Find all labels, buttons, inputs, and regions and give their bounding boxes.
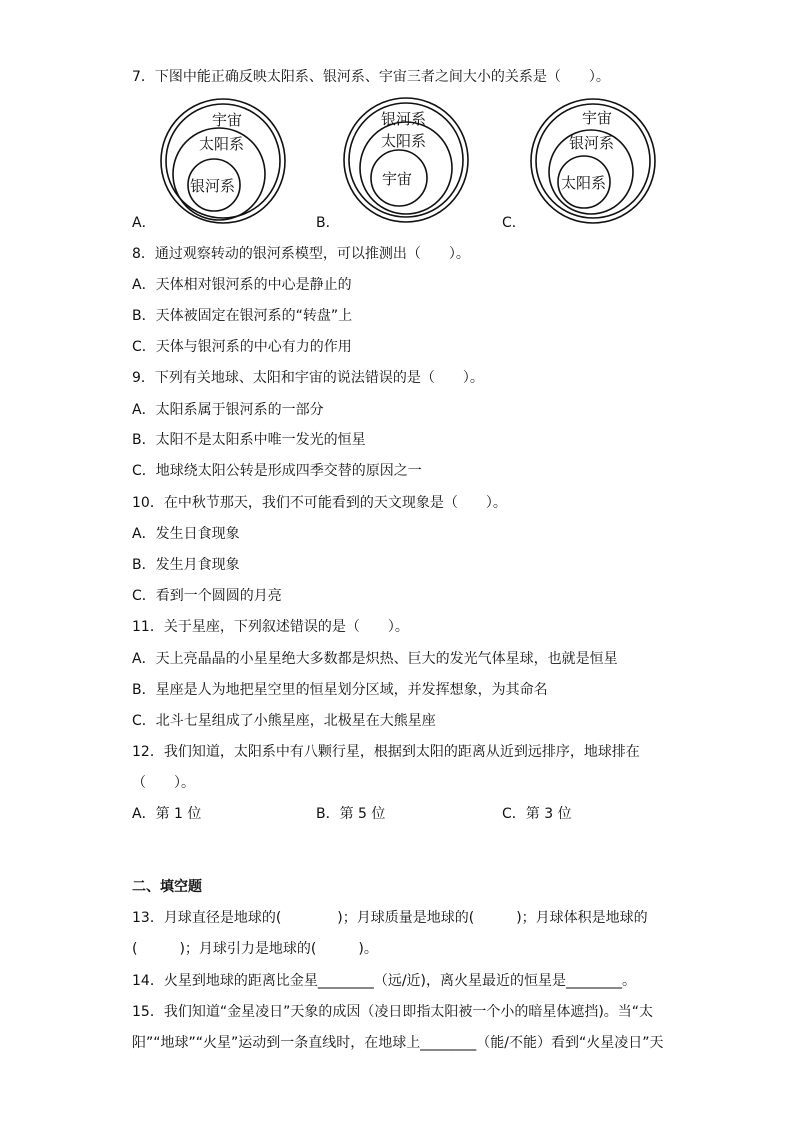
q10-option-b: B．发生月食现象 xyxy=(132,557,240,573)
q7-option-b-letter: B． xyxy=(316,215,340,231)
q7-figure-c xyxy=(529,96,657,228)
q11-stem: 11．关于星座，下列叙述错误的是（ ）。 xyxy=(132,619,409,635)
q7-b-inner-label: 宇宙 xyxy=(382,170,413,188)
section-title-fill-blank: 二、填空题 xyxy=(132,879,202,895)
q10-option-a: A．发生日食现象 xyxy=(132,526,240,542)
q13-line2: ( )；月球引力是地球的( )。 xyxy=(132,941,378,957)
q7-b-middle-label: 太阳系 xyxy=(381,132,427,150)
q13-line1: 13．月球直径是地球的( )；月球质量是地球的( )；月球体积是地球的 xyxy=(132,910,648,926)
q8-option-b: B．天体被固定在银河系的“转盘”上 xyxy=(132,308,353,324)
q7-c-outer-label: 宇宙 xyxy=(582,109,613,127)
q12-option-c: C．第 3 位 xyxy=(502,806,572,822)
q12-stem-line1: 12．我们知道，太阳系中有八颗行星，根据到太阳的距离从近到远排序，地球排在 xyxy=(132,744,640,760)
q12-option-a: A．第 1 位 xyxy=(132,806,202,822)
q7-figure-a xyxy=(158,98,294,228)
q15-line1: 15．我们知道“金星凌日”天象的成因（凌日即指太阳被一个小的暗星体遮挡)。当“太 xyxy=(132,1004,654,1020)
q7-option-a-letter: A． xyxy=(132,215,156,231)
q9-stem: 9．下列有关地球、太阳和宇宙的说法错误的是（ ）。 xyxy=(132,370,484,386)
q7-stem: 7．下图中能正确反映太阳系、银河系、宇宙三者之间大小的关系是（ ）。 xyxy=(132,69,610,85)
q8-option-c: C．天体与银河系的中心有力的作用 xyxy=(132,339,352,355)
q11-option-a: A．天上亮晶晶的小星星绝大多数都是炽热、巨大的发光气体星球，也就是恒星 xyxy=(132,651,618,667)
q10-option-c: C．看到一个圆圆的月亮 xyxy=(132,588,282,604)
q7-a-middle-label: 太阳系 xyxy=(199,135,245,153)
q8-option-a: A．天体相对银河系的中心是静止的 xyxy=(132,277,352,293)
q11-option-c: C．北斗七星组成了小熊星座，北极星在大熊星座 xyxy=(132,713,436,729)
q10-stem: 10．在中秋节那天，我们不可能看到的天文现象是（ ）。 xyxy=(132,495,507,511)
q7-c-inner-label: 太阳系 xyxy=(561,174,607,192)
q9-option-a: A．太阳系属于银河系的一部分 xyxy=(132,402,324,418)
q7-option-c-letter: C． xyxy=(502,215,526,231)
q15-line2: 阳”“地球”“火星”运动到一条直线时，在地球上________（能/不能）看到“火星凌日”天 xyxy=(132,1035,664,1051)
q14-line1: 14．火星到地球的距离比金星________（远/近)，离火星最近的恒星是________。 xyxy=(132,973,636,989)
q7-a-outer-label: 宇宙 xyxy=(212,111,243,129)
q9-option-b: B．太阳不是太阳系中唯一发光的恒星 xyxy=(132,432,366,448)
q7-b-outer-label: 银河系 xyxy=(381,110,427,128)
q7-a-inner-label: 银河系 xyxy=(190,177,236,195)
q7-figure-b xyxy=(343,94,469,226)
q12-stem-line2: （ ）。 xyxy=(132,775,195,791)
q9-option-c: C．地球绕太阳公转是形成四季交替的原因之一 xyxy=(132,463,422,479)
q7-c-middle-label: 银河系 xyxy=(569,134,615,152)
q12-option-b: B．第 5 位 xyxy=(316,806,386,822)
q11-option-b: B．星座是人为地把星空里的恒星划分区域，并发挥想象，为其命名 xyxy=(132,682,548,698)
q8-stem: 8．通过观察转动的银河系模型，可以推测出（ ）。 xyxy=(132,246,470,262)
